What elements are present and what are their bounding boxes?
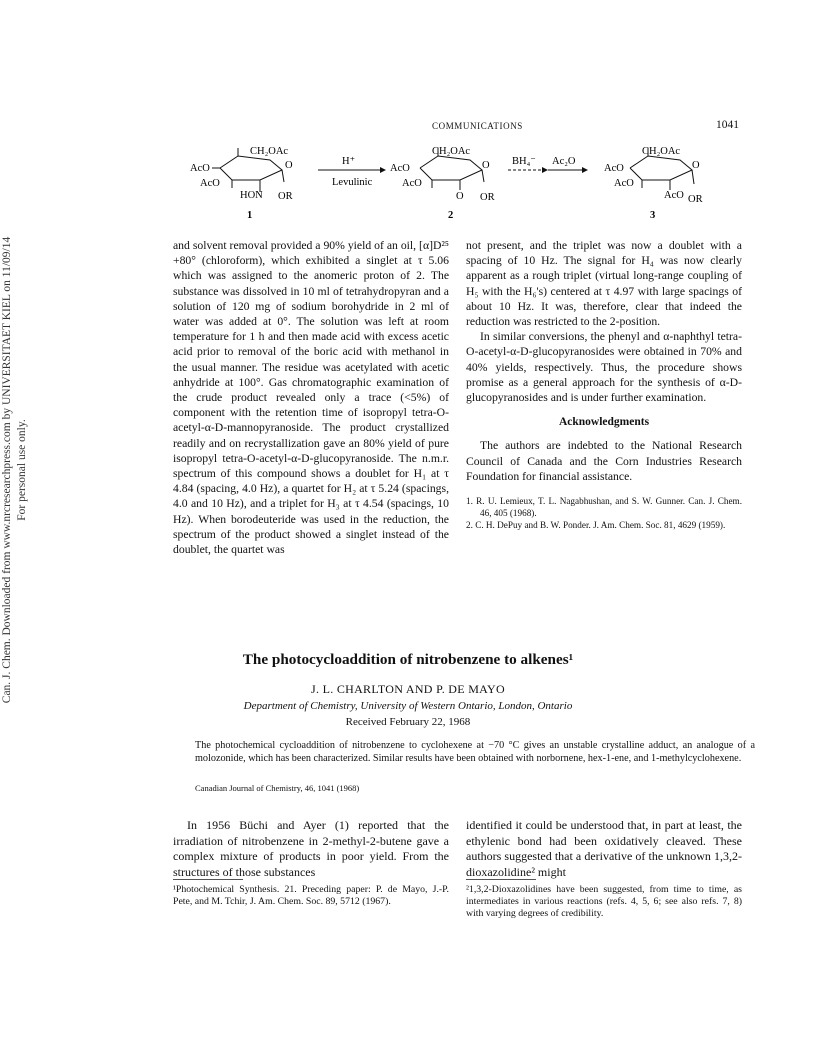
reaction-scheme [190,140,730,230]
received-date: Received February 22, 1968 [345,716,471,728]
s3-or: OR [688,194,703,205]
s2-ch2oac: CH₂OAc [432,146,471,157]
s1-aco-bottom: AcO [200,178,220,189]
right-paragraph-2: In similar conversions, the phenyl and α-naphthyl tetra-O-acetyl-α-D-glucopyranosides were obtained in 70% and 40% yields, respectively. Thus, the procedure shows promise as a general approach for the synthesis of α-D-glucopyranosides and is under further examination. [466,330,742,405]
acknowledgments-text: The authors are indebted to the National Research Council of Canada and the Corn Industries Research Foundation for financial assistance. [466,439,742,483]
right-column [466,238,742,533]
compound-label-3: 3 [650,210,656,221]
arrow3-reagent-ac2o: Ac₂O [552,156,576,167]
article-department: Department of Chemistry, University of Western Ontario, London, Ontario [243,700,573,712]
reference-1: 1. R. U. Lemieux, T. L. Nagabhushan, and S. W. Gunner. Can. J. Chem. 46, 405 (1968). [466,496,742,518]
s1-aco-top: AcO [190,163,210,174]
article-title: The photocycloaddition of nitrobenzene to alkenes¹ [242,651,574,668]
left-paragraph: and solvent removal provided a 90% yield of an oil, [α]D²⁵ +80° (chloroform), which exhibited a singlet at τ 5.06 which was assigned to the anomeric proton of 2. The substance was dissolved in 10 ml of tetrahydropyran and a solution of 120 mg of sodium borohydride in 2 ml of water was added at 0°. The solution was left at room temperature for 1 h and then made acid with excess acetic acid prior to removal of the boric acid with methanol in the usual manner. The residue was acetylated with acetic anhydride at 100°. Gas chromatographic examination of the crude product revealed only a trace (<5%) of component with the retention time of isopropyl tetra-O-acetyl-α-D-mannopyranoside. The product crystallized readily and on recrystallization gave an 80% yield of pure isopropyl tetra-O-acetyl-α-D-glucopyranoside. The n.m.r. spectrum of this compound shows a doublet for H₁ at τ 4.84 (spacing, 4.0 Hz), a quartet for H₂ at τ 5.24 (spacings, 4.0 and 10 Hz), and a triplet for H₃ at τ 4.54 (spacings, 10 Hz). When borodeuteride was used in the reduction, the spectrum of the product showed a singlet instead of the doublet, the quartet was [173,239,449,557]
compound-label-2: 2 [448,210,454,221]
arrow2-reagent-bh4: BH₄⁻ [512,156,536,167]
article-authors: J. L. CHARLTON AND P. DE MAYO [311,682,505,696]
body-right-paragraph: identified it could be understood that, in part at least, the ethylenic bond had been oxidatively cleaved. These authors suggested that a derivative of the unknown 1,3,2-dioxazolidine² might [466,818,742,879]
arrow1-reagent-levulinic: Levulinic [332,177,373,188]
s1-or: OR [278,191,293,202]
footnote-1: ¹Photochemical Synthesis. 21. Preceding paper: P. de Mayo, J.-P. Pete, and M. Tchir, J. Am. Chem. Soc. 89, 5712 (1967). [173,884,449,907]
download-watermark [0,90,40,850]
s2-ring-o: O [482,160,490,171]
running-title: COMMUNICATIONS [432,121,523,131]
page-number: 1041 [716,119,739,131]
s1-ring-o: O [285,160,293,171]
journal-citation: Canadian Journal of Chemistry, 46, 1041 (1968) [195,783,360,793]
article-body-right [466,818,742,880]
watermark-line-2: For personal use only. [16,419,28,521]
s3-ch2oac: CH₂OAc [642,146,681,157]
s1-hon: HON [240,190,263,201]
arrow1-reagent-h: H⁺ [342,156,356,167]
body-left-paragraph: In 1956 Büchi and Ayer (1) reported that the irradiation of nitrobenzene in 2-methyl-2-butene gave a complex mixture of products in poor yield. From the structures of those substances [173,818,449,879]
reference-2: 2. C. H. DePuy and B. W. Ponder. J. Am. Chem. Soc. 81, 4629 (1959). [466,520,726,531]
footnote-2: ²1,3,2-Dioxazolidines have been suggested, from time to time, as intermediates in various reactions (refs. 4, 5, 6; see also refs. 7, 8) with varying degrees of credibility. [466,884,742,919]
s1-ch2oac: CH₂OAc [250,146,289,157]
footnote-rule-left [173,879,243,880]
abstract: The photochemical cycloaddition of nitrobenzene to cyclohexene at −70 °C gives an unstable crystalline adduct, an analogue of a molozonide, which has been characterized. Similar results have been obtained with norbornene, hex-1-ene, and 1-methylcyclohexene. [195,740,755,764]
s2-carbonyl-o: O [456,191,464,202]
s3-aco-bottom: AcO [614,178,634,189]
s3-aco-2: AcO [664,190,684,201]
compound-label-1: 1 [247,210,253,221]
article-body-left [173,818,449,880]
s2-or: OR [480,192,495,203]
s3-ring-o: O [692,160,700,171]
s3-aco-top: AcO [604,163,624,174]
footnote-rule-right [466,879,536,880]
right-paragraph-1: not present, and the triplet was now a doublet with a spacing of 10 Hz. The signal for H₄ was now clearly apparent as a rough triplet (virtual long-range coupling of H₅ with the H₆'s) centered at τ 4.97 with large spacings of about 10 Hz. It was, therefore, clear that indeed the reduction was restricted to the 2-position. [466,239,742,329]
s2-aco-top: AcO [390,163,410,174]
watermark-line-1: Can. J. Chem. Downloaded from www.nrcresearchpress.com by UNIVERSITAET KIEL on 11/09/14 [1,236,13,704]
left-column [173,238,449,557]
s2-aco-bottom: AcO [402,178,422,189]
reference-list [466,496,742,532]
acknowledgments-heading: Acknowledgments [558,416,650,429]
